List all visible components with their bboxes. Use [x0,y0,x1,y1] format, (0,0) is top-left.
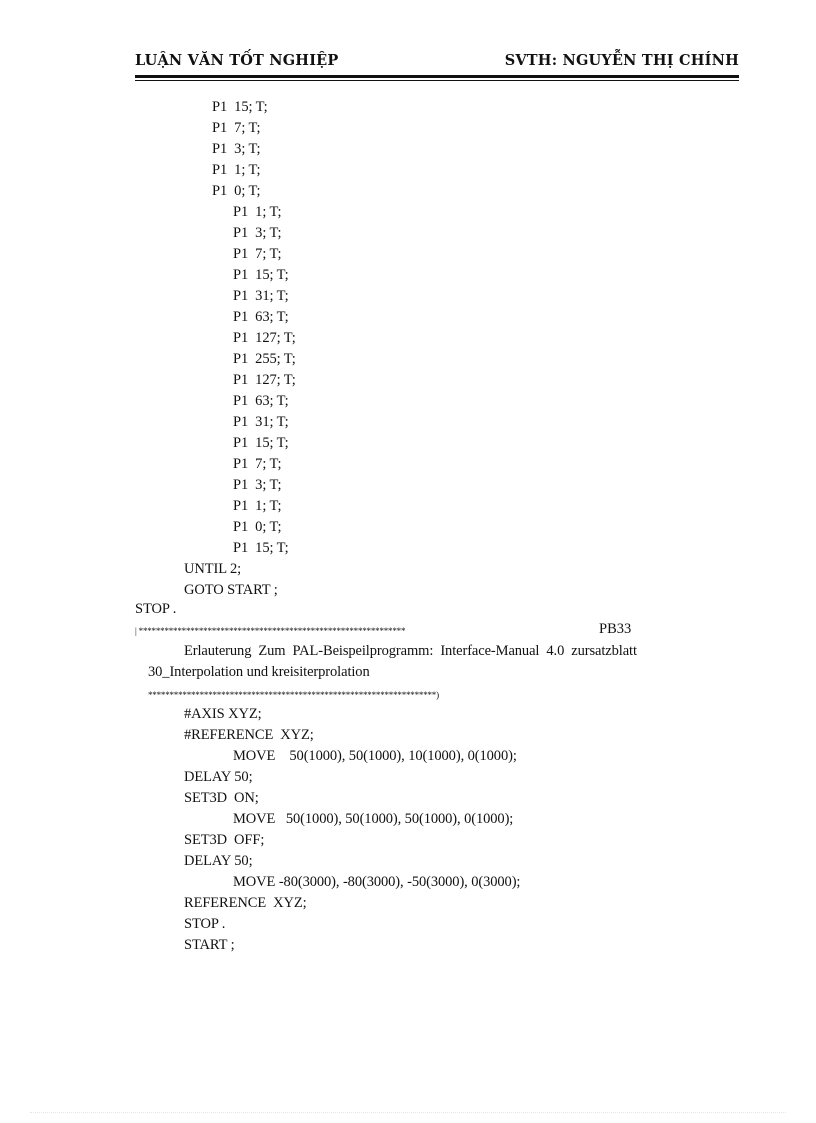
code-line: #AXIS XYZ; [184,706,262,722]
code-line: P1 127; T; [233,372,296,388]
code-line: P1 15; T; [233,435,289,451]
code-line: STOP . [135,601,177,617]
code-line: P1 31; T; [233,414,289,430]
code-line: P1 7; T; [233,246,282,262]
header-rule-thin [135,80,739,81]
code-line: P1 127; T; [233,330,296,346]
program-tag: PB33 [599,621,632,637]
header-rule-thick [135,75,739,78]
code-line: MOVE -80(3000), -80(3000), -50(3000), 0(3000); [233,874,521,890]
code-line: P1 1; T; [233,498,282,514]
page-header [135,52,739,72]
code-line: P1 1; T; [233,204,282,220]
comment-open-stars: | ************************************************************** [135,626,406,636]
code-line: P1 7; T; [212,120,261,136]
code-line: P1 255; T; [233,351,296,367]
code-line: DELAY 50; [184,769,253,785]
header-thesis-title: LUẬN VĂN TỐT NGHIỆP [135,52,339,69]
footer-divider [30,1112,786,1113]
code-line: P1 31; T; [233,288,289,304]
code-line: START ; [184,937,235,953]
code-line: P1 63; T; [233,309,289,325]
comment-line: Erlauterung Zum PAL-Beispeilprogramm: Interface-Manual 4.0 zursatzblatt [184,643,637,659]
code-line: P1 0; T; [212,183,261,199]
code-line: UNTIL 2; [184,561,242,577]
code-line: P1 15; T; [212,99,268,115]
code-line: P1 63; T; [233,393,289,409]
code-line: MOVE 50(1000), 50(1000), 10(1000), 0(1000); [233,748,517,764]
code-line: P1 15; T; [233,267,289,283]
comment-close-stars: *******************************************************************) [148,690,439,700]
code-line: P1 3; T; [212,141,261,157]
code-line: P1 3; T; [233,225,282,241]
code-line: P1 3; T; [233,477,282,493]
code-line: P1 15; T; [233,540,289,556]
header-student-name: SVTH: NGUYỄN THỊ CHÍNH [504,52,739,69]
code-line: P1 7; T; [233,456,282,472]
code-line: SET3D OFF; [184,832,265,848]
code-line: P1 1; T; [212,162,261,178]
code-line: REFERENCE XYZ; [184,895,307,911]
code-line: GOTO START ; [184,582,278,598]
code-line: DELAY 50; [184,853,253,869]
code-line: MOVE 50(1000), 50(1000), 50(1000), 0(1000); [233,811,514,827]
code-line: #REFERENCE XYZ; [184,727,314,743]
comment-line: 30_Interpolation und kreisiterprolation [148,664,370,680]
code-line: SET3D ON; [184,790,259,806]
code-line: P1 0; T; [233,519,282,535]
code-line: STOP . [184,916,226,932]
